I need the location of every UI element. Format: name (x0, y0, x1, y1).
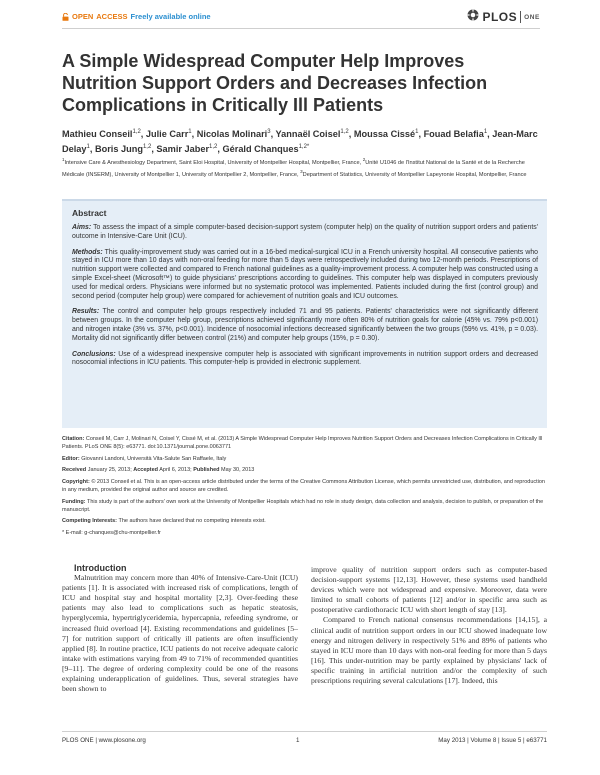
author-list: Mathieu Conseil$^{1,2}$, Julie Carr$^1$, Nicolas Molinari$^3$, Yannaël Coisel$^{1,2}$, Moussa Cissé$^1$, Fouad Belafia$^1$, Jean-Marc Delay$^1$, Boris Jung$^{1,2}$, Samir Jaber$^{1,2}$, Gérald Chanques$^{1,2*}$ (62, 129, 538, 155)
affiliation-list (62, 156, 547, 179)
open-lock-icon (62, 13, 69, 21)
body-paragraph: Malnutrition may concern more than 40% of Intensive-Care-Unit (ICU) patients [1]. It is associated with increased risk of complications, length of ICU and hospital stay and hospital mortality [2,3]. Over-feeding these patients may also lead to complications such as hepatic steatosis, hyperglycemia, hypertriglyceridemia, hypercapnia, refeeding syndrome, or increased fluid overload [4]. Existing recommendations and guidelines [5–7] for nutrition support of critically ill patients are often insufficiently applied [8]. In routine practice, ICU patients do not receive adequate caloric intake with estimations varying from 49 to 71% of recommended quantities [9–11]. The degree of ordering complexity could be one of the reasons explaining underapplication of guidelines. Thus, several strategies have been shown to (62, 573, 298, 694)
published-label: Published (193, 467, 220, 474)
affiliation-text: Intensive Care & Anesthesiology Department, Saint Eloi Hospital, University of Montpellier Hospital, Montpellier, France, (64, 159, 362, 166)
author-affiliation-mark: 1,2 (340, 129, 349, 135)
methods-label: Methods: (72, 248, 103, 256)
footer-journal[interactable]: PLOS ONE | www.plosone.org (62, 737, 146, 744)
citation-text: Conseil M, Carr J, Molinari N, Coisel Y, Cissé M, et al. (2013) A Simple Widespread Computer Help Improves Nutrition Support Orders and Decreases Infection Complications in Critically Ill Patients. PLoS ONE 8(5): e63771. doi:10.1371/journal.pone.0063771 (62, 436, 543, 450)
author-name: Boris Jung (94, 144, 143, 155)
abstract-heading: Abstract (72, 208, 107, 218)
results-label: Results: (72, 308, 100, 316)
aims-text: To assess the impact of a simple computer-based decision-support system (computer help) on the quality of nutrition support orders and patients' outcome in Intensive-Care Unit (ICU). (72, 224, 538, 240)
plos-one-logo (467, 8, 540, 26)
author-name: Nicolas Molinari (196, 129, 268, 140)
author-affiliation-mark: 1,2 (209, 144, 218, 151)
affiliation-mark: 1 (62, 157, 65, 162)
citation-label: Citation: (62, 436, 85, 442)
editor (62, 456, 547, 464)
plos-logo-icon (467, 8, 479, 26)
interests-label: Competing Interests: (62, 518, 118, 525)
received-date: January 25, 2013; (87, 467, 132, 474)
abstract-aims (72, 224, 538, 242)
author-name: Jean-Marc Delay (62, 129, 538, 155)
funding-text: This study is part of the authors' own work at the University of Montpellier Hospitals which had no role in study design, data collection and analysis, decision to publish, or preparation of the manuscript. (62, 498, 544, 513)
journal-header (62, 6, 540, 28)
results-text: The control and computer help groups respectively included 71 and 95 patients. Patients' characteristics were not significantly different between groups. In the computer help group, prescriptions achieved significantly more often 80% of nutrition goals for calorie (45% vs. 79% p<0.001) and nitrogen intake (3% vs. 37%, p<0.001). Incidence of nosocomial infections decreased significantly between the two groups (59% vs. 41%, p = 0.03). Mortality did not significantly differ between control (21%) and computer help groups (15%, p = 0.30). (72, 308, 538, 342)
author-affiliation-mark: 3 (267, 129, 271, 135)
copyright-label: Copyright: (62, 479, 90, 486)
funding (62, 499, 547, 515)
corresponding-email[interactable]: * E-mail: g-chanques@chu-montpellier.fr (62, 530, 161, 537)
header-rule (62, 28, 540, 29)
funding-label: Funding: (62, 498, 86, 505)
body-column-left (62, 563, 298, 694)
footer-issue: May 2013 | Volume 8 | Issue 5 | e63771 (438, 737, 547, 744)
author-affiliation-mark: 1 (188, 129, 192, 135)
introduction-heading: Introduction (74, 563, 127, 573)
dates (62, 467, 547, 475)
logo-divider (520, 11, 521, 23)
author-name: Moussa Cissé (353, 129, 416, 140)
open-access-label: OPEN (72, 12, 94, 21)
author-affiliation-mark: 1,2 (142, 144, 152, 151)
article-title: A Simple Widespread Computer Help Improves Nutrition Support Orders and Decreases Infection Complications in Critically Ill Patients (62, 51, 488, 115)
methods-text: This quality-improvement study was carried out in a 16-bed medical-surgical ICU in a French university hospital. All consecutive patients who stayed in ICU more than 10 days with non-oral feeding for more than 5 days were retrospectively included during two 12-month periods. Prescriptions of nutrition support were collected and compared to French national guidelines as a quality-improvement process. A computer help was constructed using a simple Excel-sheet (Microsoft™) to guide physicians' prescriptions according to guidelines. This computer help was displayed in computers previously used for medical orders. Physicians were informed but no systematic protocol was implemented. Patients included during the first (control group) and second period (computer help group) were compared for achievement of nutrition goals and ICU outcomes. (72, 248, 538, 300)
copyright-text: © 2013 Conseil et al. This is an open-access article distributed under the terms of the Creative Commons Attribution License, which permits unrestricted use, distribution, and reproduction in any medium, provided the original author and source are credited. (62, 479, 545, 493)
copyright (62, 479, 547, 495)
author-name: Yannaël Coisel (275, 129, 341, 140)
abstract-conclusions (72, 351, 538, 369)
author-affiliation-mark: 1 (483, 129, 488, 135)
body-column-right (311, 565, 547, 686)
affiliation-text: Unité U1046 de l'Institut National de la Santé et de la Recherche Médicale (INSERM), University of Montpellier 1, University of Montpellier 2, Montpellier, France, (62, 159, 525, 178)
aims-label: Aims: (72, 224, 92, 231)
author-name: Gérald Chanques (222, 144, 299, 155)
conclusions-label: Conclusions: (72, 350, 116, 358)
author-affiliation-mark: 1 (415, 129, 419, 135)
author-name: Fouad Belafia (423, 129, 484, 140)
competing-interests (62, 518, 547, 526)
editor-label: Editor: (62, 455, 80, 462)
received-label: Received (62, 467, 87, 474)
abstract-methods (72, 249, 538, 302)
affiliation-mark: 2 (362, 157, 366, 162)
author-affiliation-mark: 1,2 (132, 129, 141, 135)
logo-word: PLOS (482, 10, 518, 24)
author-affiliation-mark: 1,2* (298, 144, 310, 151)
affiliation-text: Department of Statistics, University of Montpellier Lapeyronie Hospital, Montpellier, France (302, 171, 527, 178)
body-paragraph: Compared to French national consensus recommendations [14,15], a clinical audit of nutrition support orders in our ICU showed inadequate low energy and nitrogen delivery in respectively 51% and 89% of patients who stayed in ICU more than 10 days with non-oral feeding for more than 5 days [16]. This under-nutrition may be partly explained by physicians' lack of specific training in artificial nutrition and/or the complexity of such prescriptions requiring several calculations [17]. Indeed, this (311, 615, 547, 686)
accepted-label: Accepted (133, 467, 159, 474)
editor-text: Giovanni Landoni, Università Vita-Salute San Raffaele, Italy (81, 455, 227, 462)
page-number: 1 (296, 737, 300, 744)
author-name: Samir Jaber (156, 144, 210, 155)
freely-available-label: Freely available online (130, 12, 211, 21)
access-label: ACCESS (96, 12, 128, 21)
author-name: Julie Carr (145, 129, 189, 140)
conclusions-text: Use of a widespread inexpensive computer help is associated with significant improvements in nutrition support orders and decreased nosocomial infections in ICU patients. This computer-help is provided in electronic supplement. (72, 350, 538, 367)
open-access-banner (62, 12, 211, 21)
author-affiliation-mark: 1 (86, 144, 90, 151)
body-paragraph: improve quality of nutrition support orders such as computer-based decision-support systems [12,13]. However, these systems used handheld devices which were not widespread and expensive. Moreover, data were limited to small cohorts of patients [12] and/or in specific area such as postoperative cardiothoracic ICU with short length of stay [13]. (311, 565, 547, 615)
interests-text: The authors have declared that no competing interests exist. (118, 518, 266, 525)
author-name: Mathieu Conseil (62, 129, 133, 140)
logo-sub: ONE (524, 13, 540, 21)
abstract-results (72, 308, 538, 343)
accepted-date: April 6, 2013; (159, 467, 192, 474)
citation (62, 436, 547, 452)
affiliation-mark: 3 (300, 168, 303, 174)
abstract-box (62, 199, 547, 428)
article-metadata (62, 436, 547, 542)
footer-rule (62, 731, 547, 732)
published-date: May 30, 2013 (221, 467, 255, 474)
